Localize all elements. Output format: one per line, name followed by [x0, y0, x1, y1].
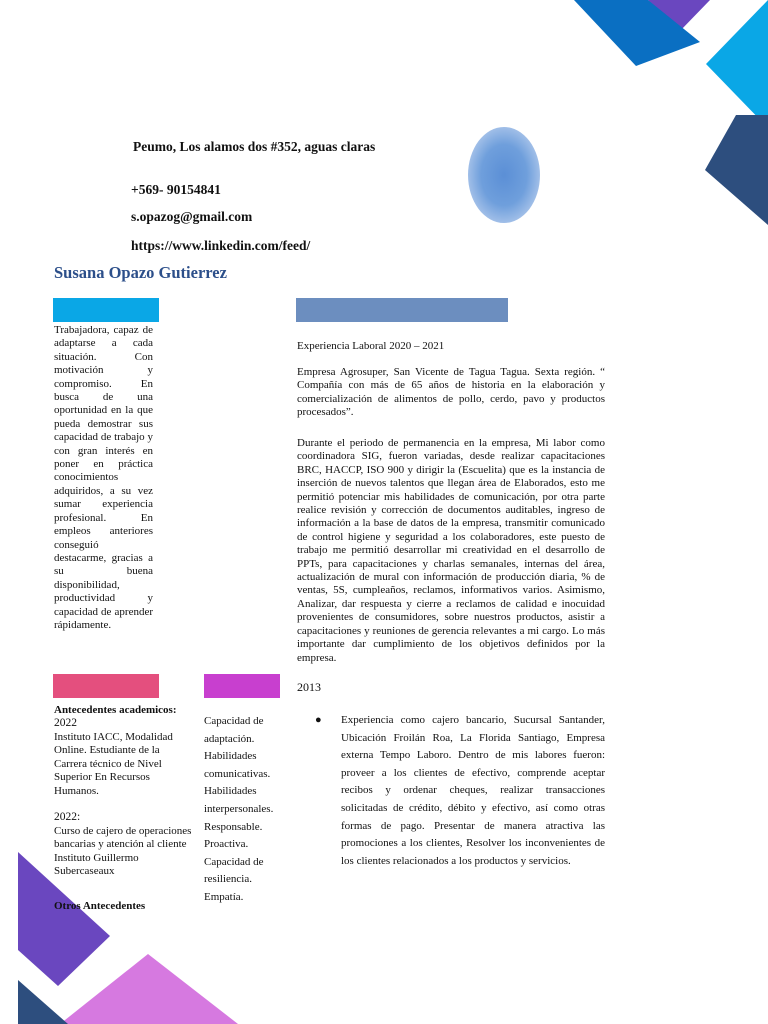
skill-item: Responsable. — [204, 820, 263, 833]
experience-description: Durante el periodo de permanencia en la empresa, Mi labor como coordinadora SIG, fueron variadas, desde realizar capacitaciones BRC, HACCP, ISO 900 y dirigir la (Escuelita) que es la instancia de inserción de nuevos talentos que llegan área de Elaborados, esto me permitió potenciar mis habilidades de comunicación, por otra parte realice revisión y corrección de documentos auditables, ingreso de información a la base de datos de la empresa, transmitir comunicado de control higiene y seguridad a los colaboradores, este puesto de trabajo me permitió desarrollar mi creatividad en el desarrollo de PPTs, para capacitaciones y charlas semanales, internas del área, actualización de mural con información de producción diaria, % de ventas, 5S, cumpleaños, reclamos, informativos varios. Asimismo, Analizar, dar respuesta y cierre a reclamos de calidad e inocuidad provenientes de consumidores, sobre nuestros productos, asistir a capacitaciones y reuniones de gerencia relevantes a mi cargo. Lo más importante dar cumplimiento de los objetivos definidos por la empresa. — [297, 437, 605, 664]
skills-section-bar — [204, 674, 280, 698]
academic-entry-1: Instituto IACC, Modalidad Online. Estudiante de la Carrera técnico de Nivel Superior En Recursos Humanos. — [54, 731, 173, 797]
navy-triangle-bottom — [18, 980, 68, 1024]
experience-section-bar — [296, 298, 508, 322]
experience-heading: Experiencia Laboral 2020 – 2021 — [297, 340, 445, 352]
academic-section-bar — [53, 674, 159, 698]
academic-heading: Antecedentes academicos: — [54, 704, 177, 716]
bullet-text: Experiencia como cajero bancario, Sucursal Santander, Ubicación Froilán Roa, La Florida Santiago, Empresa externa Tempo Laboro. Dentro de mis labores fueron: proveer a los clientes de efectivo, comprende aceptar recibos y ordenar cheques, realizar transacciones solicitadas de crédito, débito y efectivo, así como otras formas de pago. Presentar de manera atractiva las promociones a los clientes, Resolver los inconvenientes de los clientes relacionados a los productos y servicios. — [341, 714, 605, 867]
violet-triangle-bottom — [60, 954, 238, 1024]
skill-item: Proactiva. — [204, 838, 249, 851]
academic-year-2: 2022: — [54, 811, 81, 823]
profile-photo — [468, 127, 540, 223]
other-antecedents-heading: Otros Antecedentes — [54, 900, 146, 912]
linkedin-link[interactable]: https://www.linkedin.com/feed/ — [131, 238, 311, 253]
profile-summary: Trabajadora, capaz de adaptarse a cada situación. Con motivación y compromiso. En busca de una oportunidad en la que pueda demostrar sus capacidad de trabajo y con gran interés en poner en práctica conocimientos adquiridos, a su vez sumar experiencia profesional. En empleos anteriores conseguió destacarme, gracias a su buena disponibilidad, productividad y capacidad de aprender rápidamente. — [54, 324, 153, 631]
cyan-diamond-right — [706, 0, 768, 128]
academic-year-1: 2022 — [54, 717, 77, 729]
navy-diamond-right — [705, 115, 768, 225]
skill-item: Capacidad de resiliencia. — [204, 855, 264, 886]
skill-item: Habilidades comunicativas. — [204, 750, 271, 780]
profile-section-bar — [53, 298, 159, 322]
bullet-icon: ● — [315, 714, 322, 726]
decorative-shapes-top — [0, 0, 768, 300]
candidate-name: Susana Opazo Gutierrez — [54, 263, 227, 282]
skills-list — [204, 713, 284, 907]
email-text[interactable]: s.opazog@gmail.com — [131, 209, 253, 224]
phone-text: +569- 90154841 — [131, 182, 221, 197]
experience-year-2013: 2013 — [297, 680, 321, 694]
skill-item: Capacidad de adaptación. — [204, 715, 264, 745]
experience-bullet-list — [297, 712, 605, 870]
skill-item: Habilidades interpersonales. — [204, 785, 274, 815]
academic-entry-2: Curso de cajero de operaciones bancarias y atención al cliente Instituto Guillermo Subercaseaux — [54, 825, 192, 878]
address-text: Peumo, Los alamos dos #352, aguas claras — [133, 139, 376, 154]
experience-company: Empresa Agrosuper, San Vicente de Tagua Tagua. Sexta región. “ Compañía con más de 65 años de historia en la elaboración y comercialización de alimentos de pollo, cerdo, pavo y productos procesados”. — [297, 366, 605, 419]
skill-item: Empatía. — [204, 890, 244, 903]
list-item — [297, 712, 605, 870]
